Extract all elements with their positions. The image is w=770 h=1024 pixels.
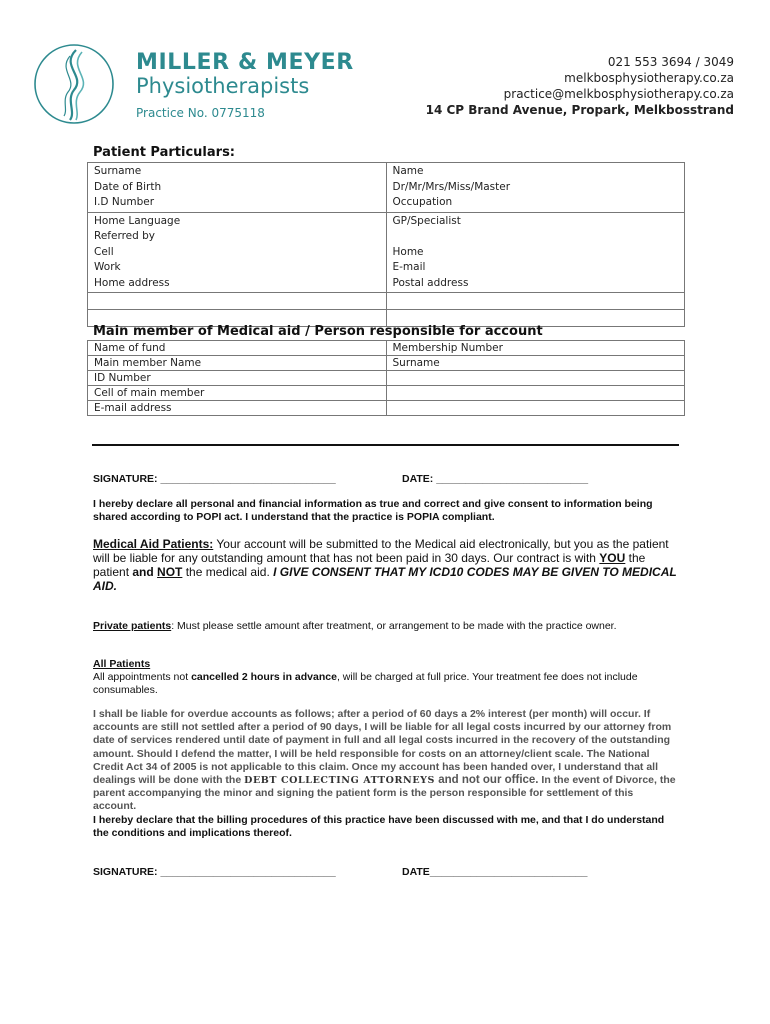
form-cell[interactable] <box>88 163 387 213</box>
field-label: E-mail <box>392 261 426 273</box>
billing-declaration: I hereby declare that the billing procedures of this practice have been discussed with me, and that I do understand the conditions and implications thereof. <box>93 813 665 839</box>
table-row <box>88 386 685 401</box>
field-label: Occupation <box>392 196 453 208</box>
medical-aid-text: Your account will be submitted to the Medical aid electronically, but you as the patient will be liable for any outstanding amount that has not been paid in 30 days. Our contract is with <box>93 537 669 565</box>
all-patients-heading: All Patients <box>93 658 151 670</box>
liability-paragraph <box>93 708 679 840</box>
email-address: practice@melkbosphysiotherapy.co.za <box>503 87 734 101</box>
field-label: Referred by <box>94 230 156 242</box>
medical-aid-text: the medical aid. <box>182 565 274 579</box>
table-row <box>88 371 685 386</box>
table-row <box>88 356 685 371</box>
table-row <box>88 293 685 310</box>
debt-collecting-attorneys: DEBT COLLECTING ATTORNEYS <box>244 775 435 787</box>
signature-field[interactable]: SIGNATURE: ______________________________ <box>93 866 336 878</box>
form-cell[interactable]: Name of fund <box>88 341 387 356</box>
form-cell[interactable] <box>386 401 685 416</box>
medical-aid-text: the patient <box>93 551 646 579</box>
field-label: I.D Number <box>94 196 155 208</box>
popi-declaration: I hereby declare all personal and financial information as true and correct and give consent to information being shared according to POPI act. I understand that the practice is POPIA compliant. <box>93 498 653 523</box>
field-label <box>393 229 679 245</box>
field-label: Cell <box>94 245 114 258</box>
divider <box>92 444 679 446</box>
form-cell[interactable] <box>88 293 387 310</box>
not-our-office: and not our office. <box>435 774 539 787</box>
field-label: Dr/Mr/Mrs/Miss/Master <box>392 180 511 193</box>
field-label: Home address <box>94 276 170 289</box>
form-cell[interactable]: Cell of main member <box>88 386 387 401</box>
field-label: Name <box>392 165 424 177</box>
medical-aid-patients-heading: Medical Aid Patients: <box>93 537 214 551</box>
signature-field[interactable]: SIGNATURE: ______________________________ <box>93 473 336 485</box>
field-label: Work <box>94 261 121 273</box>
field-label: GP/Specialist <box>392 214 461 227</box>
not-emphasis: NOT <box>157 565 183 579</box>
all-patients-text: All appointments not <box>93 671 192 683</box>
field-label: Home <box>392 245 424 258</box>
table-row <box>88 341 685 356</box>
form-cell[interactable] <box>386 212 685 293</box>
form-cell[interactable] <box>386 386 685 401</box>
street-address: 14 CP Brand Avenue, Propark, Melkbosstrand <box>425 103 734 117</box>
table-row <box>88 401 685 416</box>
liability-text: I shall be liable for overdue accounts as follows; after a period of 60 days a 2% interest (per month) will occur. If accounts are still not settled after a period of 90 days, I will be liable for all legal costs incurred by our attorney from date of services rendered until date of payment in full and all legal costs incurred in the recovery of the outstanding amount. Should I defend the matter, I will be held responsible for costs on an attorney/client scale. The National Credit Act 34 of 2005 is not applicable to this claim. Once my account has been handed over, I understand that all dealings will be done with the <box>93 708 672 787</box>
brand-subtitle: Physiotherapists <box>136 74 310 98</box>
field-label: Date of Birth <box>94 180 162 193</box>
medical-aid-title: Main member of Medical aid / Person responsible for account <box>93 324 543 339</box>
private-patients-text: : Must please settle amount after treatment, or arrangement to be made with the practice owner. <box>171 620 617 632</box>
you-emphasis: YOU <box>599 551 626 565</box>
divorce-clause: In the event of Divorce, the parent accompanying the minor and signing the patient form is the person responsible for settlement of this account. <box>93 774 676 813</box>
form-cell[interactable]: Surname <box>386 356 685 371</box>
website: melkbosphysiotherapy.co.za <box>564 71 734 85</box>
and-emphasis: and <box>132 565 158 579</box>
patient-particulars-table <box>87 162 685 327</box>
table-row <box>88 163 685 213</box>
medical-aid-patients-paragraph <box>93 537 683 593</box>
field-label: Surname <box>94 165 142 177</box>
form-cell[interactable] <box>386 293 685 310</box>
private-patients-paragraph <box>93 620 683 633</box>
all-patients-text: , will be charged at full price. Your treatment fee does not include consumables. <box>93 671 638 696</box>
form-cell[interactable] <box>386 163 685 213</box>
field-label: Home Language <box>94 214 181 227</box>
form-cell[interactable] <box>386 371 685 386</box>
medical-aid-table <box>87 340 685 416</box>
date-field[interactable]: DATE: __________________________ <box>402 473 589 485</box>
private-patients-heading: Private patients <box>93 620 172 632</box>
contact-block <box>426 54 734 118</box>
form-cell[interactable]: ID Number <box>88 371 387 386</box>
practice-number: Practice No. 0775118 <box>136 106 265 120</box>
all-patients-paragraph <box>93 658 683 697</box>
form-cell[interactable] <box>88 212 387 293</box>
icd10-consent: I GIVE CONSENT THAT MY ICD10 CODES MAY BE GIVEN TO MEDICAL AID. <box>93 565 677 593</box>
cancellation-emphasis: cancelled 2 hours in advance <box>191 671 337 683</box>
field-label: Postal address <box>392 276 469 289</box>
form-cell[interactable]: Main member Name <box>88 356 387 371</box>
form-cell[interactable]: Membership Number <box>386 341 685 356</box>
date-field[interactable]: DATE___________________________ <box>402 866 588 878</box>
form-cell[interactable]: E-mail address <box>88 401 387 416</box>
brand-title: MILLER & MEYER <box>136 50 354 75</box>
patient-particulars-title: Patient Particulars: <box>93 145 236 160</box>
practice-logo <box>30 42 118 126</box>
phone-number: 021 553 3694 / 3049 <box>607 55 734 69</box>
table-row <box>88 212 685 293</box>
